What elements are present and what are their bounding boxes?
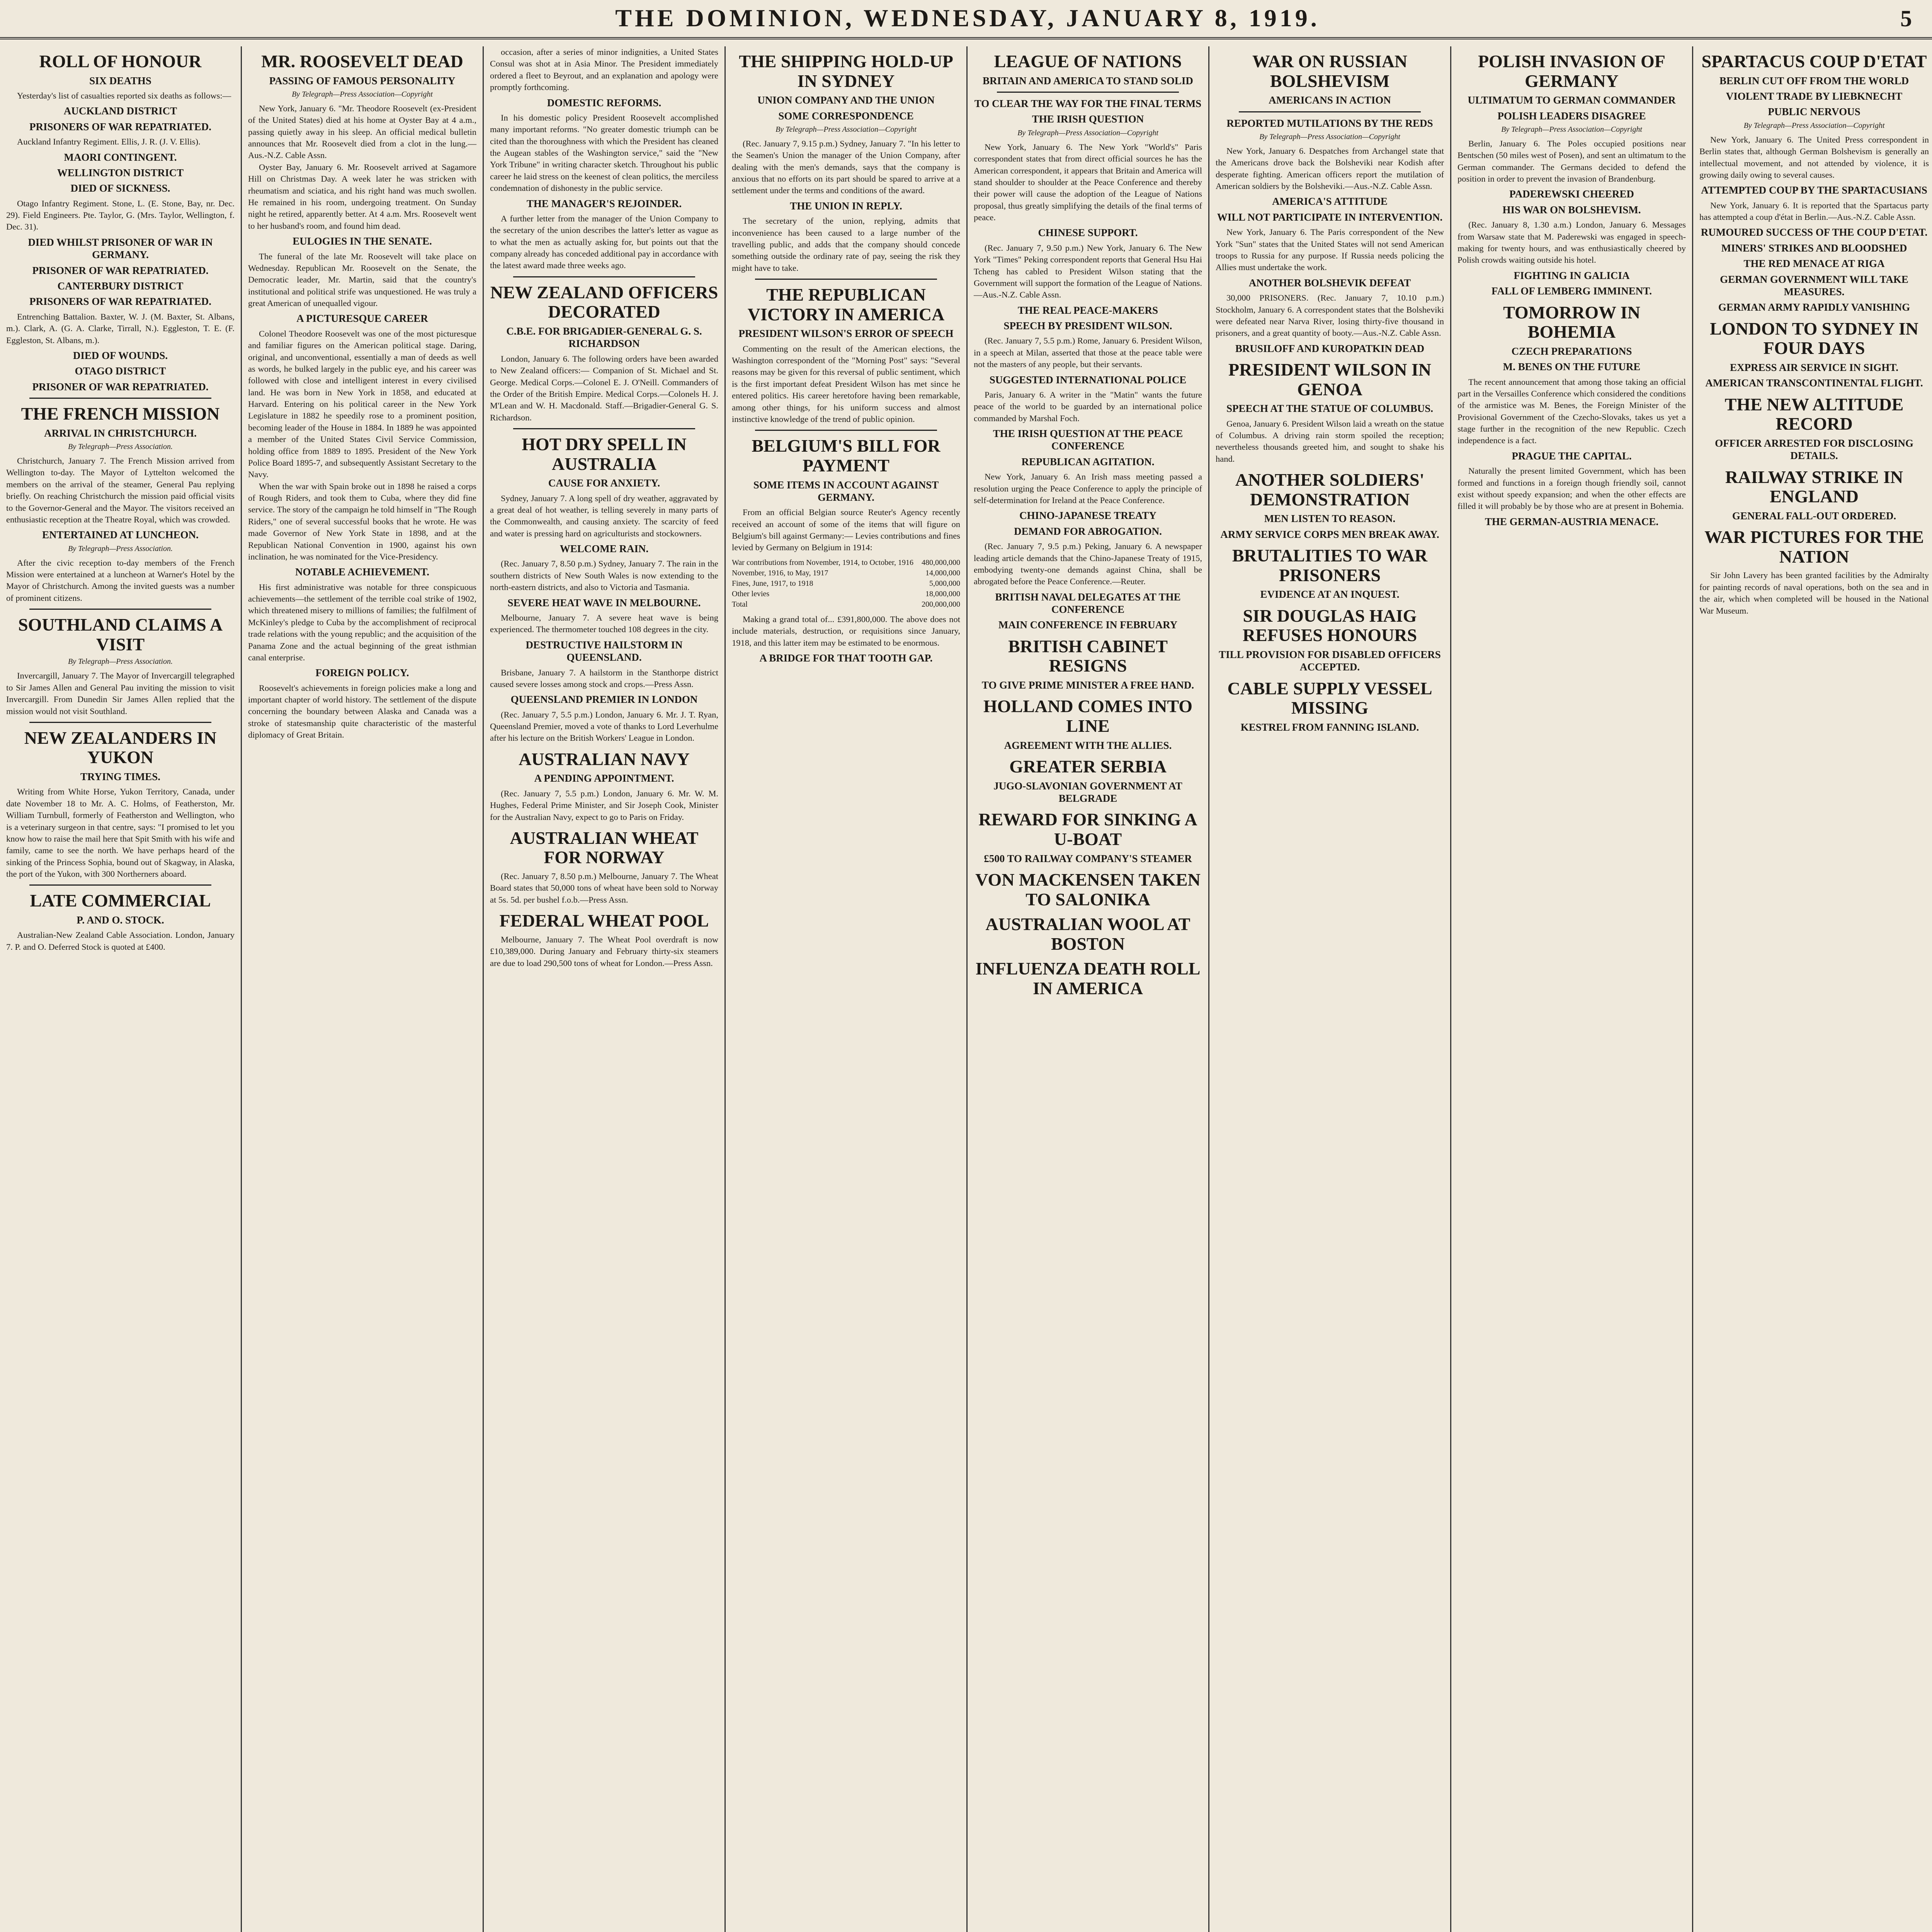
subheadline: ULTIMATUM TO GERMAN COMMANDER (1468, 94, 1676, 106)
subheadline: PRISONER OF WAR REPATRIATED. (32, 381, 209, 393)
subheadline: SPEECH AT THE STATUE OF COLUMBUS. (1226, 403, 1434, 415)
subheadline: ARRIVAL IN CHRISTCHURCH. (44, 427, 197, 439)
article-paragraph: Commenting on the result of the American elections, the Washington correspondent of the "Morning Post" says: "Several reasons may be given for this reversal of public sentiment, which is the first important defeat President Wilson has met since he entered politics. His career heretofore having been remarkable, among other things, for his uniform success and almost instinctive knowledge of the trend of public opinion. (732, 344, 960, 424)
subheadline: THE GERMAN-AUSTRIA MENACE. (1485, 515, 1659, 527)
article-paragraph: (Rec. January 7, 9.50 p.m.) New York, January 6. The New York "Times" Peking correspondent reports that General Hsu Hai Tcheng has cabled to President Wilson stating that the Government will support the formation of the League of Nations.—Aus.-N.Z. Cable Assn. (974, 243, 1202, 300)
subheadline: WILL NOT PARTICIPATE IN INTERVENTION. (1217, 211, 1443, 223)
subheadline: TRYING TIMES. (80, 771, 161, 783)
article-paragraph: Genoa, January 6. President Wilson laid a wreath on the statue of Columbus. A driving rain storm spoiled the reception; nevertheless thousands greeted him, and sought to shake his hand. (1216, 418, 1444, 464)
article-paragraph: A further letter from the manager of the Union Company to the secretary of the union describes the latter's letter as vague as to what the men as actually asking for, but points out that the company already has conceded additional pay in accordance with the latest award made three weeks ago. (490, 213, 718, 270)
subheadline: SOME CORRESPONDENCE (778, 110, 914, 122)
headline: HOLLAND COMES INTO LINE (983, 696, 1193, 736)
subheadline: CANTERBURY DISTRICT (57, 280, 184, 292)
subheadline: THE UNION IN REPLY. (790, 200, 902, 212)
headline: BRUTALITIES TO WAR PRISONERS (1232, 546, 1428, 585)
subheadline: ARMY SERVICE CORPS MEN BREAK AWAY. (1220, 528, 1439, 540)
article-paragraph: Naturally the present limited Government, which has been formed and functions in a foreign though friendly soil, cannot exist without speedy expansion; and when the other effects are filled it will probably be by those who are at present in Bohemia. (1458, 466, 1686, 511)
headline: WAR PICTURES FOR THE NATION (1704, 527, 1924, 566)
subheadline: PRISONER OF WAR REPATRIATED. (32, 264, 209, 276)
headline: ROLL OF HONOUR (39, 51, 202, 71)
table-label-cell: Fines, June, 1917, to 1918 (732, 579, 813, 588)
table-value-cell: 18,000,000 (925, 589, 960, 598)
subheadline: NOTABLE ACHIEVEMENT. (295, 566, 430, 578)
article-paragraph: Invercargill, January 7. The Mayor of Invercargill telegraphed to Sir James Allen and General Pau inviting the mission to visit Invercargill. From Dunedin Sir James Allen replied that the mission would not visit Southland. (6, 671, 235, 716)
subheadline: EULOGIES IN THE SENATE. (293, 235, 432, 247)
headline: THE NEW ALTITUDE RECORD (1725, 394, 1904, 434)
article-paragraph: (Rec. January 7, 5.5 p.m.) London, January 6. Mr. J. T. Ryan, Queensland Premier, moved a vote of thanks to Lord Leverhulme after his lecture on the British Workers' League in London. (490, 709, 718, 743)
subheadline: EXPRESS AIR SERVICE IN SIGHT. (1730, 361, 1898, 373)
subheadline: RUMOURED SUCCESS OF THE COUP D'ETAT. (1701, 226, 1928, 238)
column-6 (1209, 46, 1451, 1932)
subheadline: PRISONERS OF WAR REPATRIATED. (29, 296, 212, 308)
subheadline: PRISONERS OF WAR REPATRIATED. (29, 121, 212, 133)
dateline-credit: By Telegraph—Press Association—Copyright (1501, 125, 1642, 134)
article-paragraph: Paris, January 6. A writer in the "Matin" wants the future peace of the world to be guarded by an international police commanded by Marshal Foch. (974, 389, 1202, 423)
article-paragraph: Otago Infantry Regiment. Stone, L. (E. Stone, Bay, nr. Dec. 29). Field Engineers. Pte. Taylor, G. (Mrs. Taylor, Wellington, f. Dec. 31). (6, 198, 235, 232)
figures-table (732, 558, 960, 610)
headline: AUSTRALIAN NAVY (519, 749, 690, 769)
subheadline: DIED OF WOUNDS. (73, 349, 168, 361)
subheadline: TO CLEAR THE WAY FOR THE FINAL TERMS (974, 97, 1202, 109)
subheadline: BRITAIN AND AMERICA TO STAND SOLID (983, 75, 1193, 87)
table-value-cell: 14,000,000 (925, 568, 960, 577)
subheadline: DIED OF SICKNESS. (70, 182, 170, 194)
column-rule (513, 428, 695, 429)
subheadline: £500 TO RAILWAY COMPANY'S STEAMER (984, 852, 1192, 864)
article-paragraph: (Rec. January 7, 8.50 p.m.) Sydney, January 7. The rain in the southern districts of New South Wales is now extending to the north-eastern districts, and also to Victoria and Tasmania. (490, 559, 718, 592)
article-paragraph: New York, January 6. The Paris correspondent of the New York "Sun" states that the United States will not send American troops to Russia for any purpose. If Russia needs policing the Allies must undertake the work. (1216, 227, 1444, 272)
subheadline: OFFICER ARRESTED FOR DISCLOSING DETAILS. (1715, 437, 1913, 462)
subheadline: CZECH PREPARATIONS (1511, 345, 1632, 357)
headline: THE FRENCH MISSION (21, 404, 220, 424)
column-rule (29, 398, 211, 399)
subheadline: WELLINGTON DISTRICT (57, 167, 184, 179)
table-value-cell: 480,000,000 (922, 558, 960, 567)
dateline-credit: By Telegraph—Press Association. (68, 657, 173, 666)
dateline-credit: By Telegraph—Press Association. (68, 544, 173, 553)
dateline-credit: By Telegraph—Press Association—Copyright (776, 125, 917, 134)
article-paragraph: The recent announcement that among those taking an official part in the Versailles Conference which considered the conditions of the armistice was M. Benes, the Foreign Minister of the Provisional Government of the Czecho-Slovaks, takes us yet a stage further in the recognition of the new Republic. Czech independence is a fact. (1458, 377, 1686, 446)
masthead-title: THE DOMINION, WEDNESDAY, JANUARY 8, 1919. (615, 4, 1320, 32)
article-paragraph: New York, January 6. The New York "World's" Paris correspondent states that from direct official sources he has the American correspondent, it appears that Britain and America will stand shoulder to shoulder at the Peace Conference and thereby their power will cause the adoption of the League of Nations proposal, thus greatly simplifying the details of the final terms of peace. (974, 142, 1202, 223)
table-row (732, 599, 960, 610)
subheadline: DEMAND FOR ABROGATION. (1014, 525, 1162, 537)
column-rule (29, 609, 211, 610)
subheadline: THE IRISH QUESTION AT THE PEACE CONFERENCE (993, 428, 1183, 452)
column-4 (726, 46, 968, 1932)
subheadline: AMERICA'S ATTITUDE (1272, 196, 1388, 207)
subheadline: MINERS' STRIKES AND BLOODSHED (1721, 242, 1907, 254)
subheadline: CAUSE FOR ANXIETY. (548, 477, 660, 489)
dateline-credit: By Telegraph—Press Association—Copyright (1259, 132, 1400, 141)
subheadline: EVIDENCE AT AN INQUEST. (1260, 588, 1400, 600)
article-paragraph: Christchurch, January 7. The French Mission arrived from Wellington to-day. The Mayor of Lyttelton welcomed the members on the arrival of the steamer, General Pau replying briefly. On reaching Christchurch the mission paid official visits to the Governor-General and the Mayor. The visitors received an enthusiastic reception at the Theatre Royal, which was crowded. (6, 456, 235, 524)
headline: HOT DRY SPELL IN AUSTRALIA (522, 434, 687, 474)
article-paragraph: (Rec. January 7, 8.50 p.m.) Melbourne, January 7. The Wheat Board states that 50,000 tons of wheat have been sold to Norway at 5s. 5d. per bushel f.o.b.—Press Assn. (490, 871, 718, 905)
article-paragraph: Australian-New Zealand Cable Association. London, January 7. P. and O. Deferred Stock is quoted at £400. (6, 930, 235, 952)
subheadline: THE REAL PEACE-MAKERS (1017, 304, 1158, 316)
subheadline: TILL PROVISION FOR DISABLED OFFICERS ACCEPTED. (1219, 648, 1441, 673)
table-label-cell: War contributions from November, 1914, to October, 1916 (732, 558, 914, 567)
subheadline: KESTREL FROM FANNING ISLAND. (1240, 721, 1419, 733)
page-number: 5 (1900, 6, 1912, 31)
subheadline: TO GIVE PRIME MINISTER A FREE HAND. (981, 679, 1194, 691)
headline: BELGIUM'S BILL FOR PAYMENT (752, 436, 940, 475)
table-row (732, 578, 960, 589)
headline: LATE COMMERCIAL (30, 891, 211, 911)
subheadline: SUGGESTED INTERNATIONAL POLICE (989, 374, 1187, 386)
headline: AUSTRALIAN WOOL AT BOSTON (985, 914, 1190, 954)
headline: REWARD FOR SINKING A U-BOAT (978, 810, 1197, 849)
subheadline: REPUBLICAN AGITATION. (1021, 456, 1155, 468)
article-paragraph: The funeral of the late Mr. Roosevelt will take place on Wednesday. Republican Mr. Roosevelt on the Senate, the Democratic leader, Mr. Martin, said that the country's institutional and political strife was unquestioned. He was truly a great American of unequalled vigour. (248, 251, 476, 308)
headline: THE SHIPPING HOLD-UP IN SYDNEY (739, 51, 953, 91)
subheadline: A PENDING APPOINTMENT. (534, 772, 674, 784)
headline: INFLUENZA DEATH ROLL IN AMERICA (975, 959, 1201, 998)
column-8 (1693, 46, 1932, 1932)
article-paragraph: Entrenching Battalion. Baxter, W. J. (M. Baxter, St. Albans, m.). Clark, A. (G. A. Clarke, Tirrall, N.). Eggleston, T. E. (F. Eggleston, St. Albans, m.). (6, 311, 235, 345)
table-label-cell: Total (732, 600, 748, 609)
subheadline: PUBLIC NERVOUS (1768, 106, 1861, 118)
column-2 (242, 46, 484, 1932)
table-row (732, 589, 960, 599)
subheadline: CHINO-JAPANESE TREATY (1019, 510, 1156, 522)
article-paragraph: Writing from White Horse, Yukon Territory, Canada, under date November 18 to Mr. A. C. Holms, of Featherston, Mr. William Turnbull, formerly of Featherston and Wellington, who is a veterinary surgeon in that centre, says: "I promised to let you know how to raise the mail here that Spit Smith with his wife and family, came to see the north. We have perhaps heard of the sinking of the Princess Sophia, bound out of Skagway, in Alaska, the port of the Yukon, with 300 Northerners aboard. (6, 787, 235, 879)
subheadline: SPEECH BY PRESIDENT WILSON. (1003, 320, 1172, 332)
subheadline: DOMESTIC REFORMS. (547, 97, 662, 109)
headline: SPARTACUS COUP D'ETAT (1701, 51, 1927, 71)
subheadline: SOME ITEMS IN ACCOUNT AGAINST GERMANY. (753, 479, 939, 503)
subheadline: GENERAL FALL-OUT ORDERED. (1732, 510, 1896, 522)
subheadline: CHINESE SUPPORT. (1038, 227, 1138, 239)
article-paragraph: When the war with Spain broke out in 1898 he raised a corps of Rough Riders, and took them to Cuba, where they did fine service. The story of the campaign he told himself in "The Rough Riders," one of several successful books that he wrote. He was made Governor of New York State in 1898, and at the Republican National Convention in 1900, against his own inclination, he was nominated for the Vice-Presidency. (248, 481, 476, 561)
headline: CABLE SUPPLY VESSEL MISSING (1227, 678, 1432, 718)
article-paragraph: Colonel Theodore Roosevelt was one of the most picturesque and familiar figures on the American political stage. Daring, original, and unconventional, essentially a man of deeds as well as words, he bulked largely in the public eye, and his career was followed with close and intelligent interest in every civilised land. He was born in New York in 1858, and educated at Harvard. Entering on his political career in the New York Legislature in 1882 he speedily rose to a prominent position, becoming leader of the House in 1884. In 1889 he was appointed a member of the United States Civil Service Commission, holding office from 1889 to 1895. President of the New York Police Board 1895-7, and subsequently Assistant Secretary to the Navy. (248, 328, 476, 480)
column-rule (29, 722, 211, 723)
article-paragraph: Sir John Lavery has been granted facilities by the Admiralty for painting records of naval operations, both on the sea and in the air, which when completed will be housed in the National War Museum. (1699, 570, 1929, 616)
headline: RAILWAY STRIKE IN ENGLAND (1725, 467, 1903, 507)
headline: SOUTHLAND CLAIMS A VISIT (18, 615, 223, 654)
subheadline: THE RED MENACE AT RIGA (1743, 258, 1885, 270)
column-3 (484, 46, 726, 1932)
subheadline: POLISH LEADERS DISAGREE (1497, 110, 1646, 122)
column-rule (513, 276, 695, 277)
subheadline: THE IRISH QUESTION (1032, 113, 1144, 125)
subheadline: AUCKLAND DISTRICT (63, 105, 177, 117)
subheadline: REPORTED MUTILATIONS BY THE REDS (1226, 117, 1433, 129)
subheadline: MAORI CONTINGENT. (64, 151, 177, 163)
subheadline: ANOTHER BOLSHEVIK DEFEAT (1248, 277, 1411, 289)
article-paragraph: (Rec. January 7, 9.15 p.m.) Sydney, January 7. "In his letter to the Seamen's Union the manager of the Union Company, after dealing with the men's demands, says that the company is anxious that no efforts on its part should be spared to arrive at a settlement under the terms and conditions of the award. (732, 138, 960, 196)
subheadline: OTAGO DISTRICT (75, 365, 166, 377)
subheadline: DESTRUCTIVE HAILSTORM IN QUEENSLAND. (526, 639, 683, 663)
subheadline: BRUSILOFF AND KUROPATKIN DEAD (1235, 342, 1425, 354)
headline: NEW ZEALAND OFFICERS DECORATED (490, 282, 718, 322)
dateline-credit: By Telegraph—Press Association—Copyright (1017, 128, 1158, 137)
subheadline: C.B.E. FOR BRIGADIER-GENERAL G. S. RICHARDSON (506, 325, 702, 350)
subheadline: BERLIN CUT OFF FROM THE WORLD (1719, 75, 1909, 87)
article-paragraph: New York, January 6. "Mr. Theodore Roosevelt (ex-President of the United States) died at his home at Oyster Bay at 4 a.m., passing quietly away in his sleep. An official medical bulletin announces that Mr. Roosevelt died from a clot in the lung.—Aus.-N.Z. Cable Assn. (248, 103, 476, 160)
article-paragraph: New York, January 6. It is reported that the Spartacus party has attempted a coup d'état in Berlin.—Aus.-N.Z. Cable Assn. (1699, 200, 1929, 222)
column-rule (1239, 111, 1421, 112)
subheadline: P. AND O. STOCK. (77, 914, 164, 926)
article-paragraph: Berlin, January 6. The Poles occupied positions near Bentschen (50 miles west of Posen), and sent an ultimatum to the German commander. The Germans decided to defend the position in order to prevent the invasion of Brandenburg. (1458, 138, 1686, 184)
article-paragraph: Sydney, January 7. A long spell of dry weather, aggravated by a great deal of hot weather, is telling severely in many parts of the Commonwealth, and causing anxiety. The scarcity of feed and water is pressing hard on agriculturists and stockowners. (490, 493, 718, 538)
headline: WAR ON RUSSIAN BOLSHEVISM (1252, 51, 1408, 91)
subheadline: DIED WHILST PRISONER OF WAR IN GERMANY. (28, 236, 213, 261)
subheadline: BRITISH NAVAL DELEGATES AT THE CONFERENCE (995, 591, 1181, 616)
article-paragraph: After the civic reception to-day members of the French Mission were entertained at a luncheon at Warner's Hotel by the Mayor of Christchurch. Among the invited guests was a number of prominent citizens. (6, 558, 235, 603)
article-paragraph: Melbourne, January 7. A severe heat wave is being experienced. The thermometer touched 108 degrees in the city. (490, 612, 718, 634)
subheadline: THE MANAGER'S REJOINDER. (526, 197, 682, 209)
column-rule (29, 884, 211, 886)
column-5 (968, 46, 1209, 1932)
table-label-cell: November, 1916, to May, 1917 (732, 568, 828, 577)
article-paragraph: Auckland Infantry Regiment. Ellis, J. R. (J. V. Ellis). (17, 137, 201, 147)
article-paragraph: (Rec. January 7, 5.5 p.m.) Rome, January 6. President Wilson, in a speech at Milan, asserted that those at the peace table were not the masters of any people, but their servants. (974, 336, 1202, 369)
subheadline: FIGHTING IN GALICIA (1514, 269, 1630, 281)
article-paragraph: Oyster Bay, January 6. Mr. Roosevelt arrived at Sagamore Hill on Christmas Day. A week later he was stricken with rheumatism and sciatica, and his right hand was much swollen. He remained in his room, undergoing treatment. On Sunday night he retired, apparently better. At 4 a.m. Mrs. Roosevelt went to her husband's room, and found him dead. (248, 162, 476, 231)
article-paragraph: Melbourne, January 7. The Wheat Pool overdraft is now £10,389,000. During January and February thirty-six steamers are due to load 290,500 tons of wheat for London.—Press Assn. (490, 934, 718, 968)
headline: SIR DOUGLAS HAIG REFUSES HONOURS (1242, 605, 1417, 645)
article-paragraph: New York, January 6. The United Press correspondent in Berlin states that, although German Bolshevism is generally an intellectual movement, and not attended by violence, it is growing daily owing to several causes. (1699, 134, 1929, 180)
article-paragraph: Making a grand total of... £391,800,000. The above does not include materials, destruction, or requisitions since January, 1918, and this latter item may be estimated to be enormous. (732, 614, 960, 648)
headline: GREATER SERBIA (1009, 756, 1167, 776)
headline: TOMORROW IN BOHEMIA (1503, 302, 1640, 342)
subheadline: MAIN CONFERENCE IN FEBRUARY (998, 619, 1178, 631)
table-value-cell: 200,000,000 (922, 600, 960, 609)
article-paragraph: From an official Belgian source Reuter's Agency recently received an account of some of the items that will figure on Belgium's bill against Germany:— Levies contributions and fines levied by Germany on Belgium in 1914: (732, 507, 960, 553)
subheadline: JUGO-SLAVONIAN GOVERNMENT AT BELGRADE (993, 780, 1182, 804)
subheadline: ENTERTAINED AT LUNCHEON. (42, 529, 199, 541)
headline: PRESIDENT WILSON IN GENOA (1228, 360, 1431, 399)
article-paragraph: Roosevelt's achievements in foreign policies make a long and important chapter of world history. The settlement of the dispute concerning the boundary between Alaska and Canada was a stroke of statesmanship quite characteristic of the masterful diplomacy of Great Britain. (248, 683, 476, 740)
article-paragraph: (Rec. January 8, 1.30 a.m.) London, January 6. Messages from Warsaw state that M. Paderewski was engaged in speech-making for twenty hours, and was enthusiastically cheered by Polish crowds waiting outside his hotel. (1458, 220, 1686, 265)
headline: THE REPUBLICAN VICTORY IN AMERICA (747, 285, 945, 324)
subheadline: AMERICANS IN ACTION (1269, 94, 1391, 106)
article-paragraph: In his domestic policy President Roosevelt accomplished many important reforms. "No greater domestic triumph can be cited than the thoroughness with which the President has cleaned the Augean stables of the Washington service," said the "New York Tribune" in writing character sketch. Throughout his public career he laid stress on the keenest of clean politics, the merciless condemnation of dishonesty in the public service. (490, 112, 718, 193)
headline: POLISH INVASION OF GERMANY (1478, 51, 1665, 91)
subheadline: MEN LISTEN TO REASON. (1264, 513, 1396, 525)
subheadline: FOREIGN POLICY. (315, 667, 409, 679)
article-paragraph: (Rec. January 7, 5.5 p.m.) London, January 6. Mr. W. M. Hughes, Federal Prime Minister, and Sir Joseph Cook, Minister for the Australian Navy, expect to go to Paris on Friday. (490, 788, 718, 822)
subheadline: A BRIDGE FOR THAT TOOTH GAP. (759, 652, 933, 664)
subheadline: SIX DEATHS (89, 75, 151, 87)
article-paragraph: New York, January 6. An Irish mass meeting passed a resolution urging the Peace Conference to apply the principle of self-determination for Ireland at the Peace Conference. (974, 472, 1202, 505)
column-rule (755, 430, 937, 431)
subheadline: VIOLENT TRADE BY LIEBKNECHT (1726, 90, 1903, 102)
headline: ANOTHER SOLDIERS' DEMONSTRATION (1235, 470, 1425, 509)
article-paragraph: London, January 6. The following orders have been awarded to New Zealand officers:— Companion of St. Michael and St. George. Medical Corps.—Colonel E. J. O'Neill. Commanders of the Order of the British Empire. Medical Corps.—Colonels H. J. M'Lean and W. H. Macdonald. Staff.—Brigadier-General G. S. Richardson. (490, 354, 718, 422)
masthead (0, 0, 1932, 39)
table-value-cell: 5,000,000 (929, 579, 960, 588)
subheadline: QUEENSLAND PREMIER IN LONDON (510, 694, 698, 706)
subheadline: M. BENES ON THE FUTURE (1503, 361, 1641, 373)
column-rule (997, 92, 1179, 93)
subheadline: FALL OF LEMBERG IMMINENT. (1491, 285, 1652, 297)
article-paragraph: occasion, after a series of minor indignities, a United States Consul was shot at in Asia Minor. The President immediately ordered a fleet to Beyrout, and an explanation and apology were promptly forthcoming. (490, 47, 718, 92)
dateline-credit: By Telegraph—Press Association. (68, 442, 173, 451)
column-1 (0, 46, 242, 1932)
article-paragraph: Brisbane, January 7. A hailstorm in the Stanthorpe district caused severe losses among stock and crops.—Press Assn. (490, 667, 718, 689)
subheadline: SEVERE HEAT WAVE IN MELBOURNE. (507, 597, 701, 609)
headline: MR. ROOSEVELT DEAD (261, 51, 463, 71)
subheadline: GERMAN ARMY RAPIDLY VANISHING (1718, 301, 1910, 313)
headline: VON MACKENSEN TAKEN TO SALONIKA (975, 869, 1201, 909)
article-paragraph: The secretary of the union, replying, admits that inconvenience has been caused to a large number of the travelling public, and adds that the company should concede something outside the ordinary rate of pay, seeing the risk they might have to take. (732, 216, 960, 273)
subheadline: PADEREWSKI CHEERED (1509, 188, 1634, 200)
table-row (732, 558, 960, 568)
column-rule (755, 279, 937, 280)
subheadline: WELCOME RAIN. (560, 543, 649, 555)
subheadline: PRESIDENT WILSON'S ERROR OF SPEECH (738, 328, 954, 340)
table-label-cell: Other levies (732, 589, 770, 598)
article-paragraph: Yesterday's list of casualties reported six deaths as follows:— (17, 90, 231, 100)
dateline-credit: By Telegraph—Press Association—Copyright (1743, 121, 1885, 130)
subheadline: A PICTURESQUE CAREER (296, 313, 428, 325)
article-paragraph: His first administrative was notable for three conspicuous achievements—the settlement of the terrible coal strike of 1902, which threatened misery to millions of families; the fulfilment of McKinley's pledge to Cuba by the accomplishment of reciprocal trade relations with the young republic; and the acquisition of the Panama Zone and the actual beginning of the great isthmian canal enterprise. (248, 582, 476, 662)
subheadline: PASSING OF FAMOUS PERSONALITY (269, 75, 456, 87)
article-paragraph: (Rec. January 7, 9.5 p.m.) Peking, January 6. A newspaper leading article demands that the Chino-Japanese Treaty of 1915, embodying twenty-one demands against China, shall be abrogated before the Peace Conference.—Reuter. (974, 541, 1202, 587)
subheadline: GERMAN GOVERNMENT WILL TAKE MEASURES. (1720, 273, 1908, 298)
headline: BRITISH CABINET RESIGNS (1008, 636, 1168, 676)
subheadline: ATTEMPTED COUP BY THE SPARTACUSIANS (1701, 184, 1927, 196)
headline: LONDON TO SYDNEY IN FOUR DAYS (1710, 318, 1918, 358)
headline: FEDERAL WHEAT POOL (499, 911, 709, 931)
article-paragraph: 30,000 PRISONERS. (Rec. January 7, 10.10 p.m.) Stockholm, January 6. A correspondent states that the Bolsheviki were defeated near Narva River, losing thirty-five thousand in prisoners, and a great quantity of booty.—Aus.-N.Z. Cable Assn. (1216, 293, 1444, 338)
column-7 (1451, 46, 1693, 1932)
subheadline: AGREEMENT WITH THE ALLIES. (1004, 739, 1172, 751)
subheadline: HIS WAR ON BOLSHEVISM. (1502, 204, 1641, 216)
subheadline: AMERICAN TRANSCONTINENTAL FLIGHT. (1705, 377, 1923, 389)
article-paragraph: New York, January 6. Despatches from Archangel state that the Americans drove back the Bolsheviki near Kodish after desperate fighting. American officers report the mutilation of American soldiers by the Bolsheviki.—Aus.-N.Z. Cable Assn. (1216, 146, 1444, 191)
subheadline: PRAGUE THE CAPITAL. (1512, 450, 1632, 462)
dateline-credit: By Telegraph—Press Association—Copyright (292, 90, 433, 99)
subheadline: UNION COMPANY AND THE UNION (757, 94, 935, 106)
headline: NEW ZEALANDERS IN YUKON (24, 728, 217, 767)
headline: LEAGUE OF NATIONS (994, 51, 1182, 71)
headline: AUSTRALIAN WHEAT FOR NORWAY (510, 828, 699, 867)
table-row (732, 568, 960, 578)
